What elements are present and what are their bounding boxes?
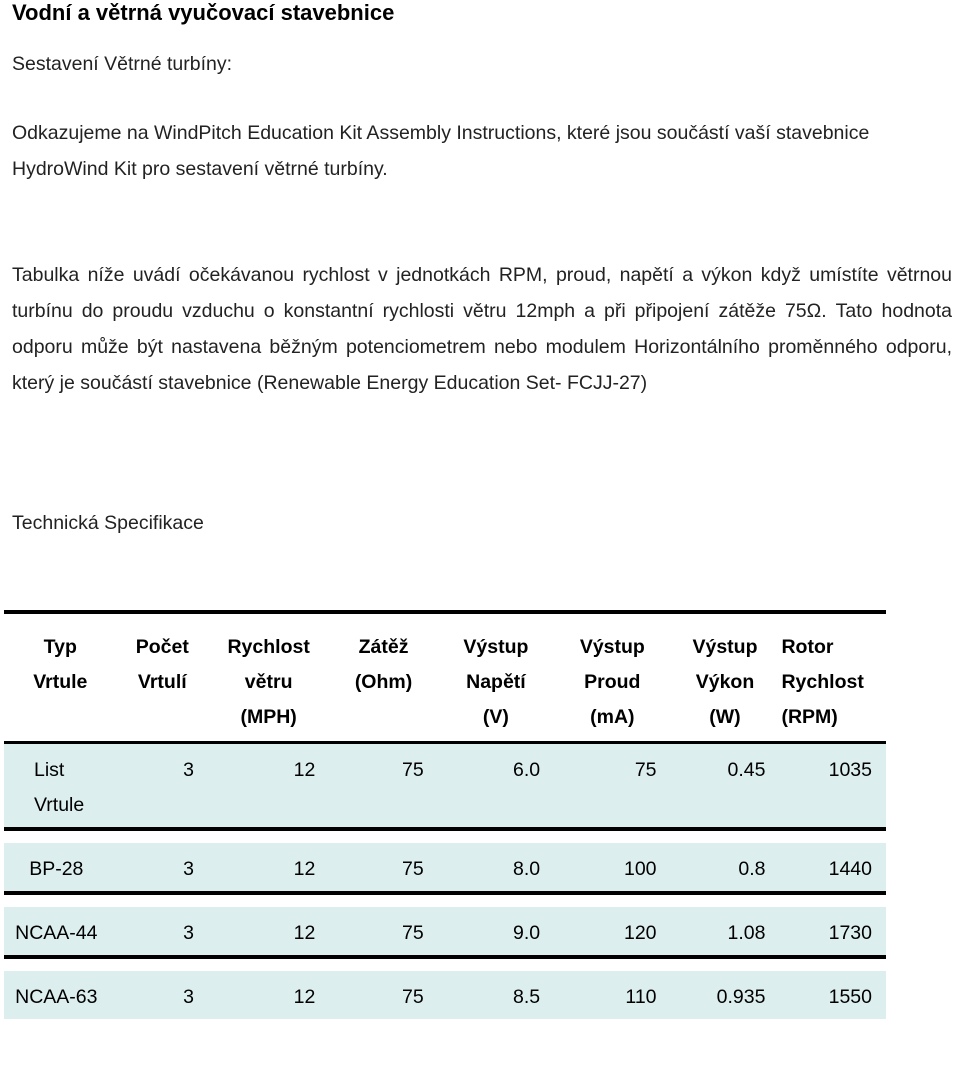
cell-rpm: 1035 (828, 759, 872, 781)
cell-current: 100 (623, 858, 657, 880)
cell-voltage: 8.5 (513, 986, 541, 1008)
row-separator (4, 829, 886, 843)
cell-blades: 3 (183, 759, 194, 781)
cell-power: 0.45 (727, 759, 766, 781)
header-wind-speed: Rychlost větru (MPH) (208, 612, 329, 743)
cell-wind: 12 (293, 858, 316, 880)
spec-table (4, 610, 886, 1019)
reference-paragraph: Odkazujeme na WindPitch Education Kit Assembly Instructions, které jsou součástí vaší stavebnice HydroWind Kit pro sestavení větrné turbíny. (12, 122, 870, 180)
section-subtitle: Sestavení Větrné turbíny: (12, 53, 233, 75)
cell-current: 120 (623, 922, 657, 944)
cell-power: 0.8 (738, 858, 766, 880)
cell-wind: 12 (293, 759, 316, 781)
cell-type: BP-28 (29, 858, 84, 880)
row-separator (4, 893, 886, 907)
cell-voltage: 6.0 (513, 759, 541, 781)
cell-power: 1.08 (727, 922, 766, 944)
table-header-row (4, 612, 886, 743)
table-row (4, 743, 886, 830)
cell-type: NCAA-44 (15, 922, 98, 944)
cell-rpm: 1550 (828, 986, 872, 1008)
table-row (4, 907, 886, 957)
cell-power: 0.935 (716, 986, 766, 1008)
cell-voltage: 8.0 (513, 858, 541, 880)
page-title: Vodní a větrná vyučovací stavebnice (12, 0, 395, 25)
cell-load: 75 (402, 922, 424, 944)
cell-blades: 3 (183, 858, 194, 880)
cell-load: 75 (402, 986, 424, 1008)
table-row (4, 971, 886, 1019)
row-separator (4, 957, 886, 971)
cell-current: 75 (634, 759, 657, 781)
cell-load: 75 (402, 759, 424, 781)
table-row (4, 843, 886, 893)
cell-load: 75 (402, 858, 424, 880)
cell-blades: 3 (183, 986, 194, 1008)
header-load: Zátěž (Ohm) (329, 612, 437, 743)
header-output-current: Výstup Proud (mA) (554, 612, 670, 743)
header-output-power: Výstup Výkon (W) (671, 612, 780, 743)
cell-voltage: 9.0 (513, 922, 541, 944)
header-propeller-type: Typ Vrtule (4, 612, 117, 743)
cell-current: 110 (625, 986, 657, 1008)
header-rotor-rpm: Rotor Rychlost (RPM) (779, 612, 886, 743)
cell-wind: 12 (293, 986, 316, 1008)
cell-blades: 3 (183, 922, 194, 944)
cell-type: List Vrtule (34, 759, 85, 816)
cell-rpm: 1730 (828, 922, 872, 944)
header-blade-count: Počet Vrtulí (117, 612, 208, 743)
description-paragraph: Tabulka níže uvádí očekávanou rychlost v jednotkách RPM, proud, napětí a výkon když umístíte větrnou turbínu do proudu vzduchu o konstantní rychlosti větru 12mph a při připojení zátěže 75Ω. Tato hodnota odporu může být nastavena běžným potenciometrem nebo modulem Horizontálního proměnného odporu, který je součástí stavebnice (Renewable Energy Education Set- FCJJ-27) (12, 264, 952, 394)
header-output-voltage: Výstup Napětí (V) (438, 612, 554, 743)
cell-type: NCAA-63 (15, 986, 98, 1008)
spec-heading: Technická Specifikace (12, 512, 204, 534)
cell-wind: 12 (293, 922, 316, 944)
cell-rpm: 1440 (828, 858, 872, 880)
